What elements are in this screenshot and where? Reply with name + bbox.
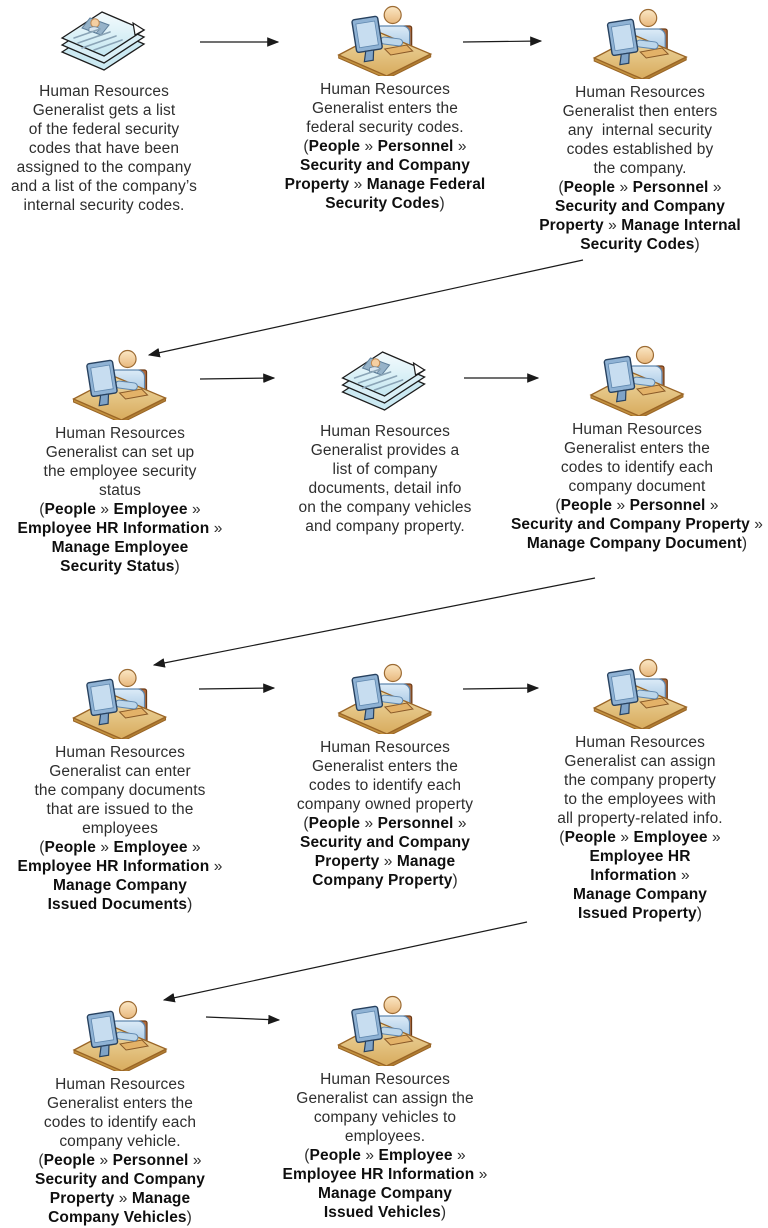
step-caption [35,1075,205,1227]
caption-line: Generalist then enters [562,103,718,120]
caption-line: Generalist enters the [312,758,458,775]
step-caption [299,422,472,536]
caption-line: Human Resources [320,1071,450,1088]
caption-line: Generalist gets a list [32,102,176,119]
flow-step-n5 [299,346,472,536]
flow-step-n10 [35,999,205,1227]
person-desk-icon [70,999,170,1071]
caption-line: list of company [332,461,438,478]
caption-line: employees [82,820,158,837]
flow-step-n2 [285,4,486,213]
flow-step-n9 [557,657,722,923]
caption-line: any internal security [567,122,713,139]
caption-line: Manage Company [52,877,188,894]
documents-stack-icon [335,346,435,418]
caption-line: the employee security [43,463,197,480]
step-caption [285,80,486,213]
flow-step-n8 [297,662,473,890]
caption-line: Generalist can set up [45,444,195,461]
flow-step-n7 [18,667,223,914]
caption-line: federal security codes. [306,119,464,136]
caption-line: codes to identify each [308,777,462,794]
caption-line: Manage Employee [51,539,189,556]
caption-line: Property » Manage Federal [284,176,486,193]
caption-line: Human Resources [575,84,705,101]
caption-line: (People » Personnel » [558,179,722,196]
person-desk-icon [335,994,435,1066]
arrow-n8-to-n9 [463,688,538,689]
caption-line: Generalist enters the [564,440,710,457]
person-desk-icon [70,667,170,739]
step-caption [511,420,763,553]
caption-line: Property » Manage [49,1190,191,1207]
arrow-n10-to-n11 [206,1017,279,1020]
caption-line: Security and Company [300,834,470,851]
caption-line: codes established by [566,141,714,158]
caption-line: Security and Company [555,198,725,215]
caption-line: Property » Manage [314,853,456,870]
step-caption [557,733,722,923]
caption-line: (People » Personnel » [303,138,467,155]
caption-line: to the employees with [563,791,716,808]
caption-line: Information » [590,867,690,884]
caption-line: company document [568,478,706,495]
caption-line: internal security codes. [23,197,185,214]
caption-line: Employee HR Information » [17,858,223,875]
caption-line: on the company vehicles [298,499,472,516]
caption-line: Employee HR [589,848,691,865]
caption-line: company owned property [296,796,474,813]
caption-line: (People » Personnel » [38,1152,202,1169]
caption-line: Generalist provides a [310,442,460,459]
person-desk-icon [590,657,690,729]
caption-line: (People » Employee » [39,501,201,518]
step-caption [283,1070,488,1222]
caption-line: Human Resources [320,739,450,756]
caption-line: Human Resources [55,1076,185,1093]
person-desk-icon [335,662,435,734]
caption-line: Security and Company [35,1171,205,1188]
caption-line: Employee HR Information » [17,520,223,537]
caption-line: the company property [564,772,716,789]
caption-line: Human Resources [320,81,450,98]
caption-line: Property » Manage Internal [539,217,741,234]
flow-step-n6 [511,344,763,553]
caption-line: employees. [344,1128,426,1145]
caption-line: that are issued to the [46,801,194,818]
caption-line: Generalist can enter [49,763,191,780]
caption-line: Human Resources [320,423,450,440]
caption-line: Security and Company [300,157,470,174]
caption-line: codes to identify each [43,1114,197,1131]
flow-step-n1 [11,6,197,215]
caption-line: Generalist can assign [564,753,716,770]
caption-line: the company. [593,160,687,177]
caption-line: (People » Employee » [39,839,201,856]
caption-line: (People » Employee » [559,829,721,846]
person-desk-icon [70,348,170,420]
caption-line: company vehicles to [313,1109,457,1126]
documents-stack-icon [54,6,154,78]
caption-line: (People » Personnel » [555,497,719,514]
flow-step-n3 [539,7,741,254]
caption-line: Generalist can assign the [296,1090,474,1107]
caption-line: Manage Company [572,886,708,903]
caption-line: Security and Company Property » [510,516,764,533]
caption-line: documents, detail info [308,480,462,497]
caption-line: status [99,482,141,499]
step-caption [539,83,741,254]
step-caption [18,424,223,576]
caption-line: (People » Personnel » [303,815,467,832]
caption-line: Manage Company Document) [526,535,748,552]
person-desk-icon [590,7,690,79]
caption-line: of the federal security [28,121,180,138]
step-caption [11,82,197,215]
flow-step-n11 [283,994,488,1222]
person-desk-icon [335,4,435,76]
caption-line: Company Vehicles) [48,1209,192,1226]
caption-line: Company Property) [312,872,458,889]
caption-line: Issued Documents) [47,896,193,913]
arrow-n3-to-n4 [149,260,583,355]
arrow-n6-to-n7 [154,578,595,665]
caption-line: Security Status) [60,558,180,575]
caption-line: Generalist enters the [312,100,458,117]
caption-line: (People » Employee » [304,1147,466,1164]
arrow-n9-to-n10 [164,922,527,1000]
caption-line: and a list of the company’s [11,178,197,195]
flow-step-n4 [18,348,223,576]
caption-line: Human Resources [39,83,169,100]
caption-line: Human Resources [55,425,185,442]
caption-line: the company documents [34,782,206,799]
caption-line: Employee HR Information » [282,1166,488,1183]
person-desk-icon [587,344,687,416]
step-caption [297,738,473,890]
caption-line: Security Codes) [580,236,700,253]
caption-line: Human Resources [55,744,185,761]
caption-line: Human Resources [575,734,705,751]
step-caption [18,743,223,914]
caption-line: Issued Property) [578,905,702,922]
caption-line: Manage Company [317,1185,453,1202]
caption-line: company vehicle. [59,1133,181,1150]
caption-line: codes that have been [28,140,180,157]
caption-line: Security Codes) [325,195,445,212]
caption-line: Issued Vehicles) [323,1204,447,1221]
caption-line: and company property. [305,518,465,535]
caption-line: Human Resources [572,421,702,438]
caption-line: assigned to the company [16,159,192,176]
caption-line: codes to identify each [560,459,714,476]
caption-line: all property-related info. [557,810,723,827]
caption-line: Generalist enters the [47,1095,193,1112]
